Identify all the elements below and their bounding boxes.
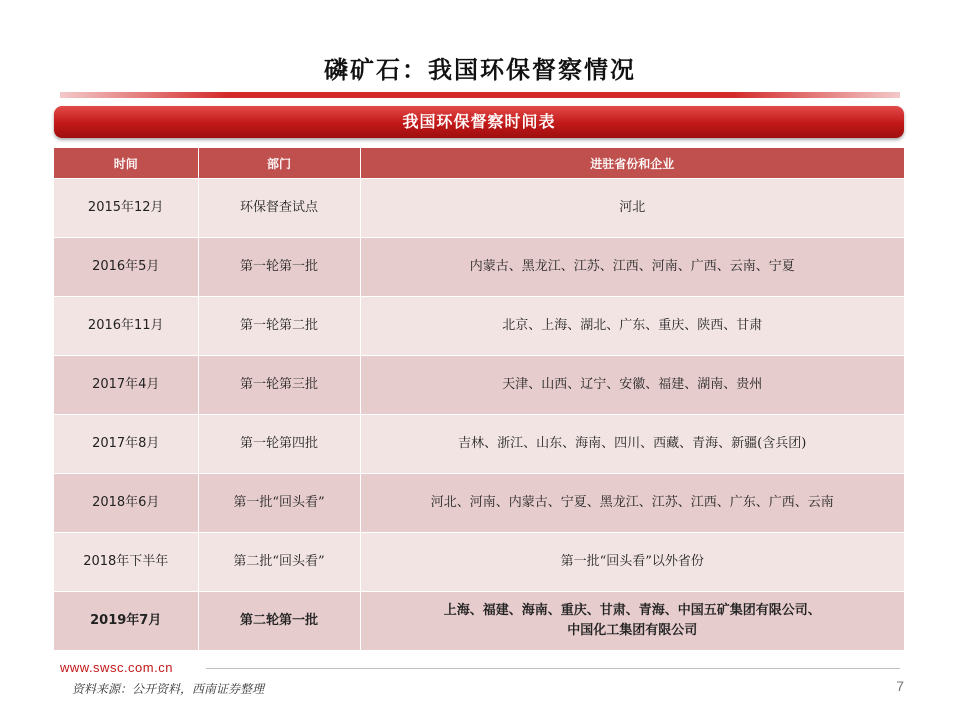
source-note: 资料来源：公开资料，西南证券整理 <box>72 682 265 696</box>
table-row <box>54 179 904 238</box>
table-row <box>54 297 904 356</box>
company-website: www.swsc.com.cn <box>60 660 173 675</box>
page-title: 磷矿石：我国环保督察情况 <box>324 55 636 84</box>
row-department: 第一轮第一批 <box>198 238 360 297</box>
table-row <box>54 238 904 297</box>
row-provinces: 第一批“回头看”以外省份 <box>360 533 904 592</box>
row-provinces: 河北、河南、内蒙古、宁夏、黑龙江、江苏、江西、广东、广西、云南 <box>360 474 904 533</box>
table-row <box>54 592 904 651</box>
row-time: 2016年5月 <box>54 238 198 297</box>
title-divider <box>60 92 900 98</box>
row-department: 第二轮第一批 <box>198 592 360 651</box>
provinces-line: 中国化工集团有限公司 <box>567 623 698 638</box>
table-banner: 我国环保督察时间表 <box>54 106 904 138</box>
inspection-schedule-table <box>54 148 904 650</box>
row-provinces: 吉林、浙江、山东、海南、四川、西藏、青海、新疆(含兵团) <box>360 415 904 474</box>
table-row <box>54 474 904 533</box>
row-provinces: 北京、上海、湖北、广东、重庆、陕西、甘肃 <box>360 297 904 356</box>
table-row <box>54 533 904 592</box>
row-time: 2015年12月 <box>54 179 198 238</box>
page-number: 7 <box>896 678 904 694</box>
header-provinces: 进驻省份和企业 <box>360 148 904 179</box>
row-department: 第一轮第三批 <box>198 356 360 415</box>
row-time: 2016年11月 <box>54 297 198 356</box>
row-time: 2017年8月 <box>54 415 198 474</box>
table-header-row <box>54 148 904 179</box>
row-time: 2018年6月 <box>54 474 198 533</box>
row-department: 第一批“回头看” <box>198 474 360 533</box>
header-time: 时间 <box>54 148 198 179</box>
row-time: 2019年7月 <box>54 592 198 651</box>
row-provinces <box>360 592 904 651</box>
header-department: 部门 <box>198 148 360 179</box>
row-provinces: 内蒙古、黑龙江、江苏、江西、河南、广西、云南、宁夏 <box>360 238 904 297</box>
row-provinces: 河北 <box>360 179 904 238</box>
row-department: 第二批“回头看” <box>198 533 360 592</box>
provinces-line: 上海、福建、海南、重庆、甘肃、青海、中国五矿集团有限公司、 <box>443 603 821 618</box>
row-department: 第一轮第四批 <box>198 415 360 474</box>
table-row <box>54 415 904 474</box>
row-provinces: 天津、山西、辽宁、安徽、福建、湖南、贵州 <box>360 356 904 415</box>
footer-divider <box>206 668 900 669</box>
row-department: 环保督查试点 <box>198 179 360 238</box>
row-time: 2018年下半年 <box>54 533 198 592</box>
row-time: 2017年4月 <box>54 356 198 415</box>
row-department: 第一轮第二批 <box>198 297 360 356</box>
table-row <box>54 356 904 415</box>
